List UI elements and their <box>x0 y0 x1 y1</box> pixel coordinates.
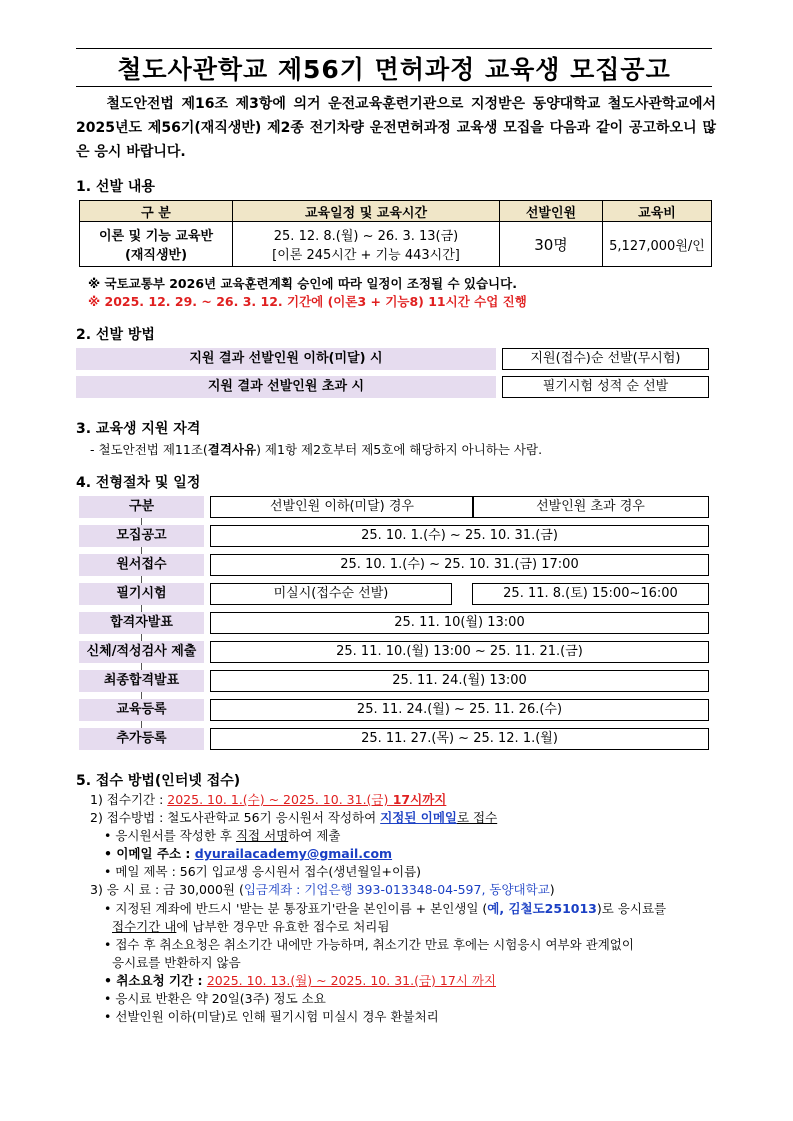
fee-account: 입금계좌 : 기업은행 393-013348-04-597, 동양대학교 <box>243 882 550 897</box>
step-label-final: 최종합격발표 <box>79 670 204 692</box>
title-rule-bottom <box>76 86 712 87</box>
page-title: 철도사관학교 제56기 면허과정 교육생 모집공고 <box>117 55 671 84</box>
course-name-cell <box>80 222 233 267</box>
step-header-over: 선발인원 초과 경우 <box>472 496 709 518</box>
step-label-medical: 신체/적성검사 제출 <box>79 641 204 663</box>
schedule-hours: [이론 245시간 + 기능 443시간] <box>272 248 460 263</box>
selection-table <box>79 200 712 267</box>
section-3-heading: 3. 교육생 지원 자격 <box>76 421 201 437</box>
method-label-over: 지원 결과 선발인원 초과 시 <box>76 376 496 398</box>
apply-method-line <box>90 809 497 827</box>
step-header-under: 선발인원 이하(미달) 경우 <box>210 496 474 518</box>
step-value-final: 25. 11. 24.(월) 13:00 <box>210 670 709 692</box>
fee-deposit-line2 <box>112 918 389 936</box>
cancel-policy-line2: 응시료를 반환하지 않음 <box>112 955 241 970</box>
step-label-extra: 추가등록 <box>79 728 204 750</box>
table-row <box>80 222 712 267</box>
apply-sign-a: • 응시원서를 작성한 후 <box>104 828 236 843</box>
step-label-register: 교육등록 <box>79 699 204 721</box>
fee-label: 3) 응 시 료 : 금 30,000원 ( <box>90 882 244 897</box>
apply-sign-b: 직접 서명 <box>235 828 289 843</box>
section-5-heading: 5. 접수 방법(인터넷 접수) <box>76 773 241 789</box>
fee-deposit-example: 예, 김철도251013 <box>487 901 597 916</box>
title-rule-top <box>76 48 712 49</box>
fee-deposit-c: )로 응시료를 <box>596 901 667 916</box>
intro-text: 철도안전법 제16조 제3항에 의거 운전교육훈련기관으로 지정받은 동양대학교 철도사관학교에서 2025년도 제56기(재직생반) 제2종 전기차량 운전면허과정 교육생 모집을 다음과 같이 공고하오니 많은 응시 바랍니다. <box>76 96 716 160</box>
step-label-exam: 필기시험 <box>79 583 204 605</box>
col-header-category: 구 분 <box>80 201 233 222</box>
fee-cell: 5,127,000원/인 <box>603 222 712 267</box>
step-value-medical: 25. 11. 10.(월) 13:00 ~ 25. 11. 21.(금) <box>210 641 709 663</box>
apply-period-dates: 2025. 10. 1.(수) ~ 2025. 10. 31.(금) <box>167 792 389 807</box>
apply-period-label: 1) 접수기간 : <box>90 792 168 807</box>
col-header-fee: 교육비 <box>603 201 712 222</box>
section-2-heading: 2. 선발 방법 <box>76 327 155 343</box>
col-header-count: 선발인원 <box>500 201 603 222</box>
fee-close: ) <box>549 882 555 897</box>
fee-deposit-valid: 에 납부한 경우만 유효한 접수로 처리됨 <box>176 919 390 934</box>
fee-line <box>90 881 555 899</box>
eligibility-text-b: 결격사유 <box>207 442 257 457</box>
col-header-schedule: 교육일정 및 교육시간 <box>233 201 500 222</box>
cancel-policy-line: • 접수 후 취소요청은 취소기간 내에만 가능하며, 취소기간 만료 후에는 시험응시 여부와 관계없이 <box>104 937 634 952</box>
step-header-label: 구분 <box>79 496 204 518</box>
step-value-exam-under: 미실시(접수순 선발) <box>210 583 452 605</box>
step-value-exam-over: 25. 11. 8.(토) 15:00~16:00 <box>472 583 709 605</box>
step-label-pass: 합격자발표 <box>79 612 204 634</box>
fee-deposit-period: 접수기간 내 <box>112 919 177 934</box>
step-label-apply: 원서접수 <box>79 554 204 576</box>
intro-paragraph <box>76 92 716 164</box>
refund-time-line: • 응시료 반환은 약 20일(3주) 정도 소요 <box>104 991 326 1006</box>
apply-method-suffix: 로 접수 <box>457 810 498 825</box>
schedule-cell <box>233 222 500 267</box>
apply-method-email: 지정된 이메일 <box>380 810 457 825</box>
course-subname: (재직생반) <box>124 248 188 263</box>
method-value-under: 지원(접수)순 선발(무시험) <box>502 348 709 370</box>
email-link[interactable]: dyurailacademy@gmail.com <box>194 846 393 861</box>
apply-method-label: 2) 접수방법 : 철도사관학교 56기 응시원서 작성하여 <box>90 810 381 825</box>
fee-deposit-a: • 지정된 계좌에 반드시 '받는 분 통장표기'란을 본인이름 + 본인생일 ( <box>104 901 488 916</box>
refund-condition-line: • 선발인원 이하(미달)로 인해 필기시험 미실시 경우 환불처리 <box>104 1009 439 1024</box>
fee-deposit-line <box>104 900 666 918</box>
apply-period-deadline: 17시까지 <box>388 792 447 807</box>
section-4-heading: 4. 전형절차 및 일정 <box>76 475 201 491</box>
course-name: 이론 및 기능 교육반 <box>98 229 214 244</box>
email-line <box>104 845 392 863</box>
method-label-under: 지원 결과 선발인원 이하(미달) 시 <box>76 348 496 370</box>
eligibility-text-a: - 철도안전법 제11조( <box>90 442 208 457</box>
apply-sign-line <box>104 827 341 845</box>
step-value-pass: 25. 11. 10(월) 13:00 <box>210 612 709 634</box>
apply-period-line <box>90 791 446 809</box>
method-value-over: 필기시험 성적 순 선발 <box>502 376 709 398</box>
step-value-register: 25. 11. 24.(월) ~ 25. 11. 26.(수) <box>210 699 709 721</box>
apply-sign-c: 하여 제출 <box>288 828 341 843</box>
step-value-announce: 25. 10. 1.(수) ~ 25. 10. 31.(금) <box>210 525 709 547</box>
count-cell: 30명 <box>500 222 603 267</box>
class-hours-note: ※ 2025. 12. 29. ~ 26. 3. 12. 기간에 (이론3 + 기능8) 11시간 수업 진행 <box>88 294 527 309</box>
schedule-note: ※ 국토교통부 2026년 교육훈련계획 승인에 따라 일정이 조정될 수 있습니다. <box>88 276 517 291</box>
cancel-period-dates: 2025. 10. 13.(월) ~ 2025. 10. 31.(금) 17시 까지 <box>206 973 496 988</box>
step-value-extra: 25. 11. 27.(목) ~ 25. 12. 1.(월) <box>210 728 709 750</box>
email-label: • 이메일 주소 : <box>104 846 195 861</box>
cancel-period-label: • 취소요청 기간 : <box>104 973 207 988</box>
section-1-heading: 1. 선발 내용 <box>76 179 155 195</box>
step-value-apply: 25. 10. 1.(수) ~ 25. 10. 31.(금) 17:00 <box>210 554 709 576</box>
eligibility-text <box>90 440 542 458</box>
cancel-period-line <box>104 972 496 990</box>
schedule-dates: 25. 12. 8.(월) ~ 26. 3. 13(금) <box>273 229 459 244</box>
step-label-announce: 모집공고 <box>79 525 204 547</box>
mail-subject-line: • 메일 제목 : 56기 입교생 응시원서 접수(생년월일+이름) <box>104 864 422 879</box>
eligibility-text-c: ) 제1항 제2호부터 제5호에 해당하지 아니하는 사람. <box>256 442 543 457</box>
